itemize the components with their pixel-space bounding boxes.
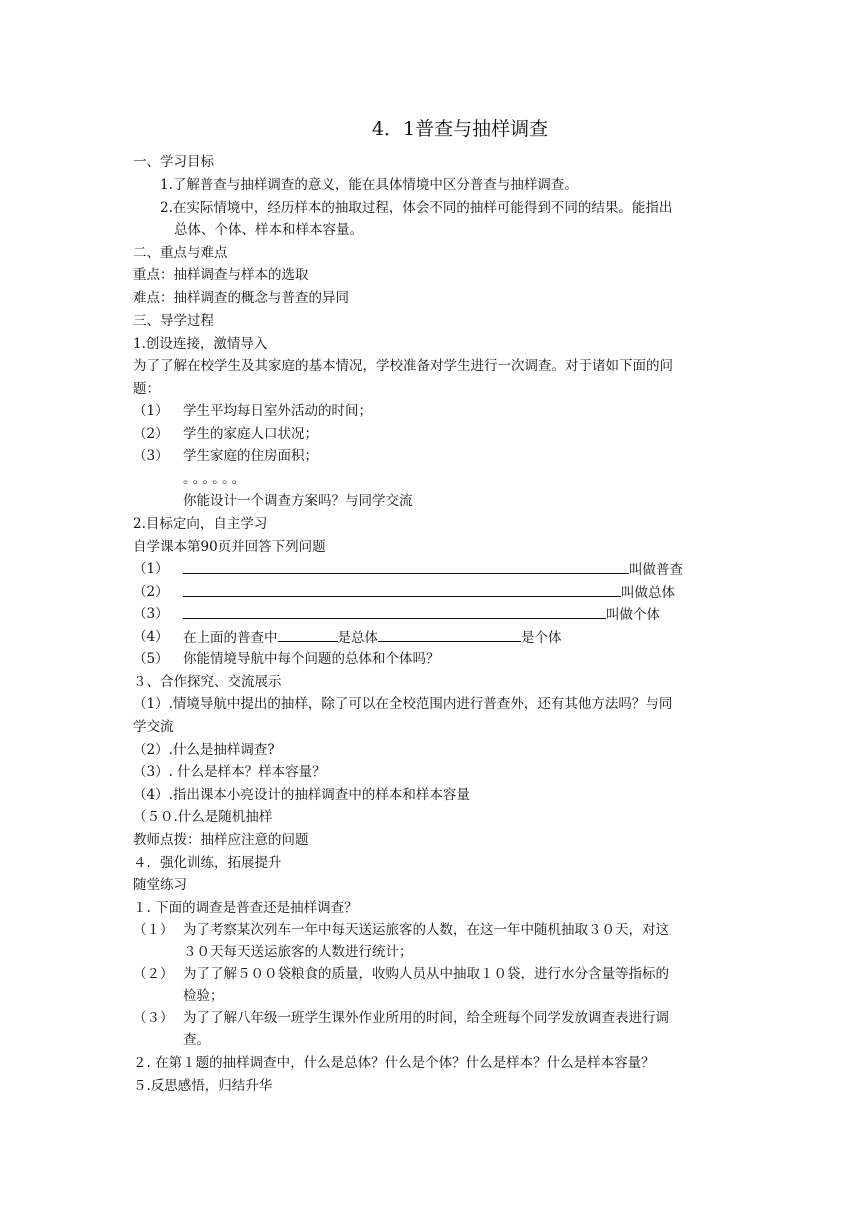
question-2: 学生的家庭人口状况；	[183, 426, 318, 442]
section-3-heading: 三、导学过程	[133, 313, 214, 329]
question-3-number: （3）	[133, 448, 169, 464]
fill-4-a: 在上面的普查中	[183, 630, 278, 646]
part-2-text: 自学课本第90页并回答下列问题	[133, 539, 326, 555]
part-5-heading: ５.反思感悟，归结升华	[133, 1078, 273, 1094]
section-1-heading: 一、学习目标	[133, 154, 214, 170]
part-2-heading: 2.目标定向，自主学习	[133, 516, 268, 532]
part-3-heading: ３、合作探究、交流展示	[133, 674, 282, 690]
practice-heading: 随堂练习	[133, 877, 187, 893]
cooperate-4: （4）.指出课本小亮设计的抽样调查中的样本和样本容量	[133, 787, 470, 803]
question-2-number: （2）	[133, 426, 169, 442]
fill-4-b: 是总体	[337, 630, 378, 646]
exercise-1-2-number: （２）	[133, 966, 174, 982]
objective-1: 1.了解普查与抽样调查的意义，能在具体情境中区分普查与抽样调查。	[160, 177, 578, 193]
question-3: 学生家庭的住房面积；	[183, 448, 318, 464]
fill-4-c: 是个体	[521, 630, 562, 646]
cooperate-1-line-2: 学交流	[133, 719, 174, 735]
cooperate-3: （3）. 什么是样本？样本容量？	[133, 764, 326, 780]
blank-line[interactable]	[378, 627, 521, 642]
fill-2	[183, 582, 675, 603]
exercise-1-1-number: （１）	[133, 922, 174, 938]
teacher-note: 教师点拨：抽样应注意的问题	[133, 832, 309, 848]
cooperate-1-line-1: （1）.情境导航中提出的抽样，除了可以在全校范围内进行普查外，还有其他方法吗？与同	[133, 696, 673, 712]
fill-1-number: （1）	[133, 561, 169, 577]
fill-2-number: （2）	[133, 584, 169, 600]
exercise-1-3-line-2: 查。	[183, 1032, 210, 1048]
exercise-1-2-line-2: 检验；	[183, 988, 224, 1004]
exercise-1-3-number: （３）	[133, 1010, 174, 1026]
fill-5: 你能情境导航中每个问题的总体和个体吗？	[183, 651, 440, 667]
exercise-2: ２. 在第１题的抽样调查中，什么是总体？什么是个体？什么是样本？什么是样本容量？	[133, 1055, 655, 1071]
part-1-text-line-1: 为了了解在校学生及其家庭的基本情况，学校准备对学生进行一次调查。对于诸如下面的问	[133, 358, 673, 374]
fill-2-tail: 叫做总体	[621, 585, 675, 601]
difficult-point: 难点：抽样调查的概念与普查的异同	[133, 290, 349, 306]
question-1-number: （1）	[133, 403, 169, 419]
fill-3-number: （3）	[133, 606, 169, 622]
cooperate-2: （2）.什么是抽样调查?	[133, 742, 275, 758]
exercise-1-3-line-1: 为了了解八年级一班学生课外作业所用的时间，给全班每个同学发放调查表进行调	[183, 1010, 669, 1026]
design-question: 你能设计一个调查方案吗？与同学交流	[183, 493, 413, 509]
part-4-heading: ４．强化训练，拓展提升	[133, 855, 282, 871]
blank-line[interactable]	[183, 604, 606, 619]
part-1-heading: 1.创设连接，激情导入	[133, 336, 268, 352]
fill-3	[183, 604, 660, 625]
objective-2-line-2: 总体、个体、样本和样本容量。	[174, 222, 363, 238]
key-point: 重点：抽样调查与样本的选取	[133, 267, 309, 283]
objective-2-line-1: 2.在实际情境中，经历样本的抽取过程，体会不同的抽样可能得到不同的结果。能指出	[160, 200, 673, 216]
page-title: 4．1普查与抽样调查	[371, 118, 549, 140]
exercise-1-1-line-1: 为了考察某次列车一年中每天送运旅客的人数，在这一年中随机抽取３０天，对这	[183, 922, 669, 938]
blank-line[interactable]	[278, 627, 338, 642]
blank-line[interactable]	[183, 582, 621, 597]
section-2-heading: 二、重点与难点	[133, 245, 228, 261]
question-1: 学生平均每日室外活动的时间；	[183, 403, 372, 419]
blank-line[interactable]	[183, 559, 629, 574]
fill-1-tail: 叫做普查	[629, 562, 683, 578]
fill-1	[183, 559, 683, 580]
exercise-1-2-line-1: 为了了解５００袋粮食的质量，收购人员从中抽取１０袋，进行水分含量等指标的	[183, 966, 669, 982]
fill-4-number: （4）	[133, 629, 169, 645]
cooperate-5: （５０.什么是随机抽样	[133, 809, 273, 825]
fill-5-number: （5）	[133, 651, 169, 667]
fill-4	[183, 627, 562, 648]
fill-3-tail: 叫做个体	[606, 607, 660, 623]
exercise-1-1-line-2: ３０天每天送运旅客的人数进行统计；	[183, 944, 413, 960]
ellipsis-dots: 。。。。。。	[183, 471, 249, 487]
part-1-text-line-2: 题：	[133, 381, 160, 397]
exercise-1: １. 下面的调查是普查还是抽样调查？	[133, 900, 358, 916]
